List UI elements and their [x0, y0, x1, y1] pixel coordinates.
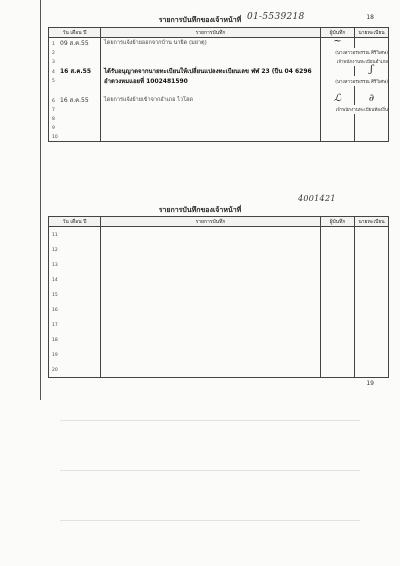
table-row: [49, 95, 389, 105]
line-number: 2: [52, 50, 55, 56]
line-number: 5: [52, 79, 55, 84]
entry-date: 16 ส.ค.55: [60, 97, 89, 104]
table-row: [49, 132, 389, 142]
bottom-title-text: รายการบันทึกของเจ้าหน้าที่: [158, 206, 242, 214]
bottom-header-row: [49, 217, 389, 227]
line-number: 20: [52, 367, 58, 373]
entry-text: ได้รับอนุญาตจากนายทะเบียนให้เปลี่ยนแปลงทะเบียนเลข ฬฬ 23 (ปีน 04 6296: [104, 68, 312, 75]
table-row: [49, 48, 389, 57]
bottom-handwritten-number: 4001421: [298, 194, 336, 203]
entry-date: 16 ส.ค.55: [60, 68, 92, 75]
entry-text-continued: อำดวงหมแอยที่ 1002481590: [104, 78, 188, 85]
table-row: [49, 242, 389, 257]
paper-fold-line: [60, 420, 360, 421]
line-number: 16: [52, 307, 58, 313]
recorder-name: (นางสาวอรพรรณ ศิริวิเศษ): [335, 79, 388, 85]
header-date: วัน เดือน ปี: [49, 217, 101, 227]
table-row: [49, 38, 389, 49]
line-number: 9: [52, 125, 55, 131]
table-row: [49, 287, 389, 302]
paper-fold-line: [60, 470, 360, 471]
top-page-number: 18: [366, 14, 374, 21]
recorder-name: (นางสาวอรพรรณ ศิริวิเศษ): [335, 51, 388, 56]
left-margin-line: [40, 0, 41, 400]
line-number: 12: [52, 247, 58, 253]
line-number: 19: [52, 352, 58, 358]
table-row: [49, 66, 389, 76]
recorder-title: เจ้าพนักงานทะเบียนท้องถิ่น: [335, 108, 388, 113]
line-number: 1: [52, 42, 55, 47]
line-number: 4: [52, 70, 55, 75]
line-number: 3: [52, 59, 55, 65]
header-entry: รายการบันทึก: [101, 28, 321, 38]
top-section-title: [0, 15, 400, 26]
registrar-title: เจ้าพนักงานทะเบียนอำเภอ: [336, 60, 388, 65]
bottom-page-number: 19: [366, 380, 374, 387]
bottom-section-title: [0, 205, 400, 216]
top-title-text: รายการบันทึกของเจ้าหน้าที่: [158, 16, 242, 24]
entry-text: ไดยการแจ้งย้ายออกจากบ้าน นายิด (มยาตุ): [104, 40, 207, 46]
header-registrar: นายทะเบียน: [355, 28, 389, 38]
table-row: [49, 347, 389, 362]
line-number: 15: [52, 292, 58, 298]
signature-icon: ~: [333, 36, 342, 47]
header-recorder: ผู้บันทึก: [321, 28, 355, 38]
bottom-records-table: [48, 216, 389, 378]
signature-icon: ∂: [368, 93, 375, 104]
table-row: [49, 302, 389, 317]
line-number: 10: [52, 134, 58, 140]
table-row: [49, 76, 389, 86]
table-row: [49, 362, 389, 378]
table-row: [49, 332, 389, 347]
line-number: 8: [52, 116, 55, 122]
signature-icon: ʃ: [370, 64, 373, 75]
line-number: 6: [52, 99, 55, 104]
table-row: [49, 317, 389, 332]
table-row: [49, 123, 389, 132]
header-date: วัน เดือน ปี: [49, 28, 101, 38]
entry-text: ไดยการแจ้งย้ายเข้าจากอำเภอ ไวโฮด: [104, 97, 193, 103]
paper-fold-line: [60, 520, 360, 521]
line-number: 14: [52, 277, 58, 283]
top-records-table: [48, 27, 389, 142]
line-number: 17: [52, 322, 58, 328]
header-entry: รายการบันทึก: [101, 217, 321, 227]
signature-icon: ℒ: [333, 93, 342, 104]
entry-date: 09 ส.ค.55: [60, 40, 89, 47]
line-number: 18: [52, 337, 58, 343]
table-row: [49, 227, 389, 243]
table-row: [49, 105, 389, 114]
table-row: [49, 272, 389, 287]
table-row: [49, 57, 389, 66]
top-handwritten-number: 01-5539218: [247, 12, 305, 22]
header-recorder: ผู้บันทึก: [321, 217, 355, 227]
table-row: [49, 114, 389, 123]
line-number: 11: [52, 232, 58, 238]
line-number: 13: [52, 262, 58, 268]
line-number: 7: [52, 107, 55, 113]
header-registrar: นายทะเบียน: [355, 217, 389, 227]
table-row: [49, 257, 389, 272]
